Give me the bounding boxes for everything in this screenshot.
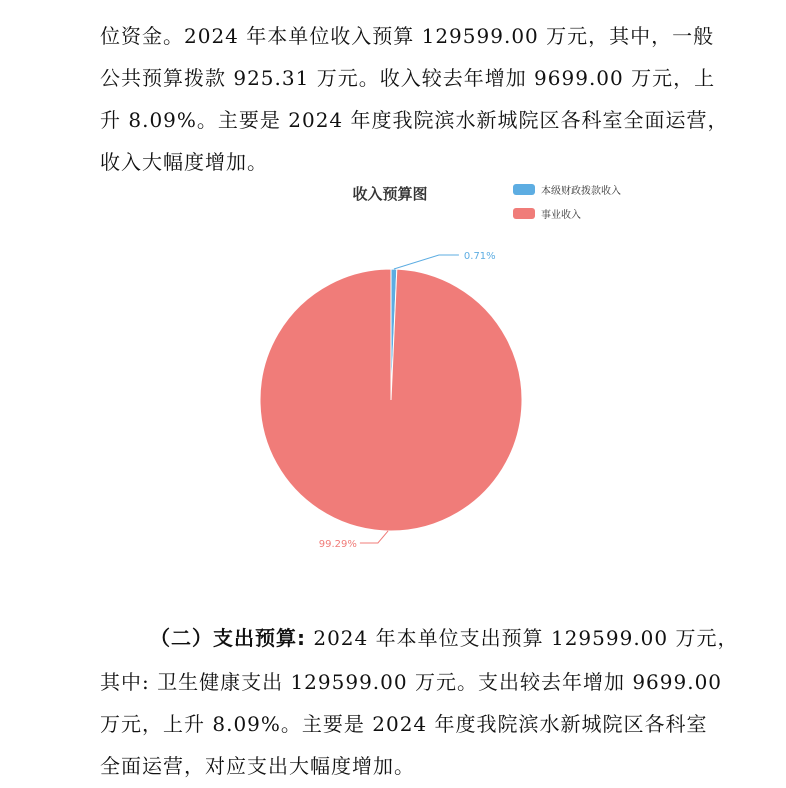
paragraph-line [150, 616, 738, 660]
pie-slice-label-1: 99.29% [318, 538, 357, 550]
pie-slice-label-0: 0.71% [463, 251, 496, 263]
pie-leader-line-1 [360, 531, 388, 543]
paragraph-line: 公共预算拨款 925.31 万元。收入较去年增加 9699.00 万元，上 [100, 66, 716, 90]
paragraph-line: 全面运营，对应支出大幅度增加。 [100, 754, 415, 778]
paragraph-line: 位资金。2024 年本单位收入预算 129599.00 万元，其中，一般 [100, 24, 715, 48]
paragraph-line: 其中: 卫生健康支出 129599.00 万元。支出较去年增加 9699.00 [100, 670, 723, 694]
pie-leader-line-0 [394, 255, 459, 269]
income-budget-pie-chart [0, 170, 786, 570]
paragraph-line: 收入大幅度增加。 [100, 150, 268, 174]
section-heading: （二）支出预算: [150, 626, 306, 650]
legend-swatch-1 [513, 208, 535, 219]
pie-slice-1 [260, 269, 522, 531]
pie-slices [260, 269, 522, 531]
paragraph-line: 升 8.09%。主要是 2024 年度我院滨水新城院区各科室全面运营， [100, 108, 729, 132]
paragraph-line: 万元，上升 8.09%。主要是 2024 年度我院滨水新城院区各科室 [100, 712, 708, 736]
legend-label-0: 本级财政拨款收入 [541, 186, 621, 197]
chart-title: 收入预算图 [352, 185, 428, 203]
legend-label-1: 事业收入 [541, 210, 581, 221]
legend-swatch-0 [513, 184, 535, 195]
chart-legend [513, 184, 621, 221]
paragraph-text: 2024 年本单位支出预算 129599.00 万元， [313, 626, 739, 650]
